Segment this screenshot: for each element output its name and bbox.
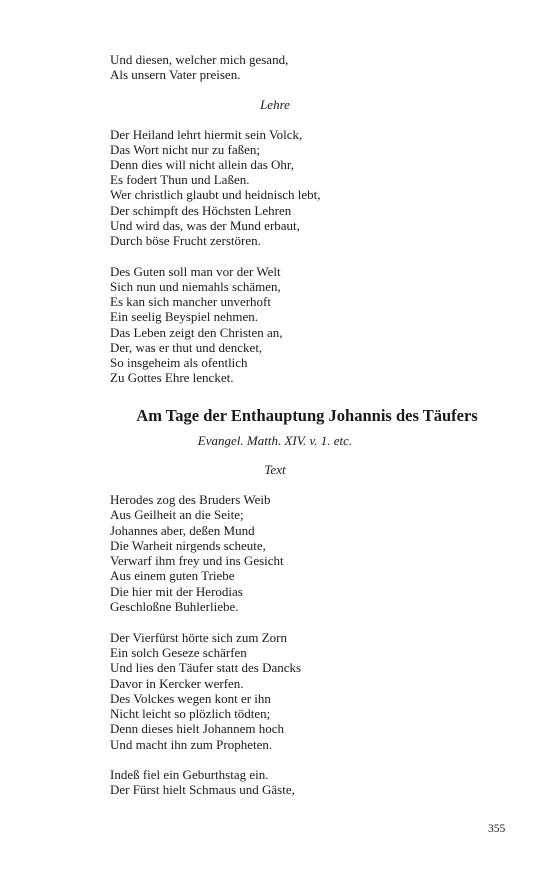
verse-line: Des Guten soll man vor der Welt bbox=[110, 264, 281, 279]
verse-line: Geschloßne Buhlerliebe. bbox=[110, 599, 239, 614]
verse-line: Der schimpft des Höchsten Lehren bbox=[110, 203, 292, 218]
verse-line: Ein seelig Beyspiel nehmen. bbox=[110, 309, 259, 324]
scripture-reference: Evangel. Matth. XIV. v. 1. etc. bbox=[197, 433, 353, 448]
verse-line: Johannes aber, deßen Mund bbox=[110, 523, 255, 538]
verse-line: Aus einem guten Triebe bbox=[110, 568, 235, 583]
verse-line: Verwarf ihm frey und ins Gesicht bbox=[110, 553, 284, 568]
section-label-text: Text bbox=[264, 462, 286, 477]
verse-line: Indeß fiel ein Geburthstag ein. bbox=[110, 767, 269, 782]
page-number: 355 bbox=[488, 823, 506, 835]
verse-line: Denn dies will nicht allein das Ohr, bbox=[110, 157, 294, 172]
verse-line: Und diesen, welcher mich gesand, bbox=[110, 52, 289, 67]
verse-line: Der Heiland lehrt hiermit sein Volck, bbox=[110, 127, 303, 142]
verse-line: Nicht leicht so plözlich tödten; bbox=[110, 706, 271, 721]
verse-line: Sich nun und niemahls schämen, bbox=[110, 279, 281, 294]
verse-line: Aus Geilheit an die Seite; bbox=[110, 507, 244, 522]
verse-line: Zu Gottes Ehre lencket. bbox=[110, 370, 234, 385]
verse-line: Als unsern Vater preisen. bbox=[110, 67, 241, 82]
verse-line: Es fodert Thun und Laßen. bbox=[110, 172, 250, 187]
verse-line: Und macht ihn zum Propheten. bbox=[110, 737, 273, 752]
verse-line: Die Warheit nirgends scheute, bbox=[110, 538, 266, 553]
verse-line: Davor in Kercker werfen. bbox=[110, 676, 244, 691]
chapter-heading: Am Tage der Enthauptung Johannis des Täufers bbox=[136, 406, 478, 425]
verse-line: Herodes zog des Bruders Weib bbox=[110, 492, 271, 507]
verse-line: Der Fürst hielt Schmaus und Gäste, bbox=[110, 782, 295, 797]
verse-line: Denn dieses hielt Johannem hoch bbox=[110, 721, 285, 736]
verse-line: Die hier mit der Herodias bbox=[110, 584, 243, 599]
verse-line: Das Leben zeigt den Christen an, bbox=[110, 325, 283, 340]
verse-line: Wer christlich glaubt und heidnisch lebt, bbox=[110, 187, 321, 202]
verse-line: Das Wort nicht nur zu faßen; bbox=[110, 142, 260, 157]
verse-line: Es kan sich mancher unverhoft bbox=[110, 294, 272, 309]
verse-line: Der, was er thut und dencket, bbox=[110, 340, 263, 355]
verse-line: Und lies den Täufer statt des Dancks bbox=[110, 660, 302, 675]
verse-line: Des Volckes wegen kont er ihn bbox=[110, 691, 271, 706]
section-label-lehre: Lehre bbox=[260, 97, 290, 112]
verse-line: So insgeheim als ofentlich bbox=[110, 355, 248, 370]
verse-line: Und wird das, was der Mund erbaut, bbox=[110, 218, 300, 233]
verse-line: Durch böse Frucht zerstören. bbox=[110, 233, 261, 248]
verse-line: Der Vierfürst hörte sich zum Zorn bbox=[110, 630, 287, 645]
verse-line: Ein solch Geseze schärfen bbox=[110, 645, 247, 660]
